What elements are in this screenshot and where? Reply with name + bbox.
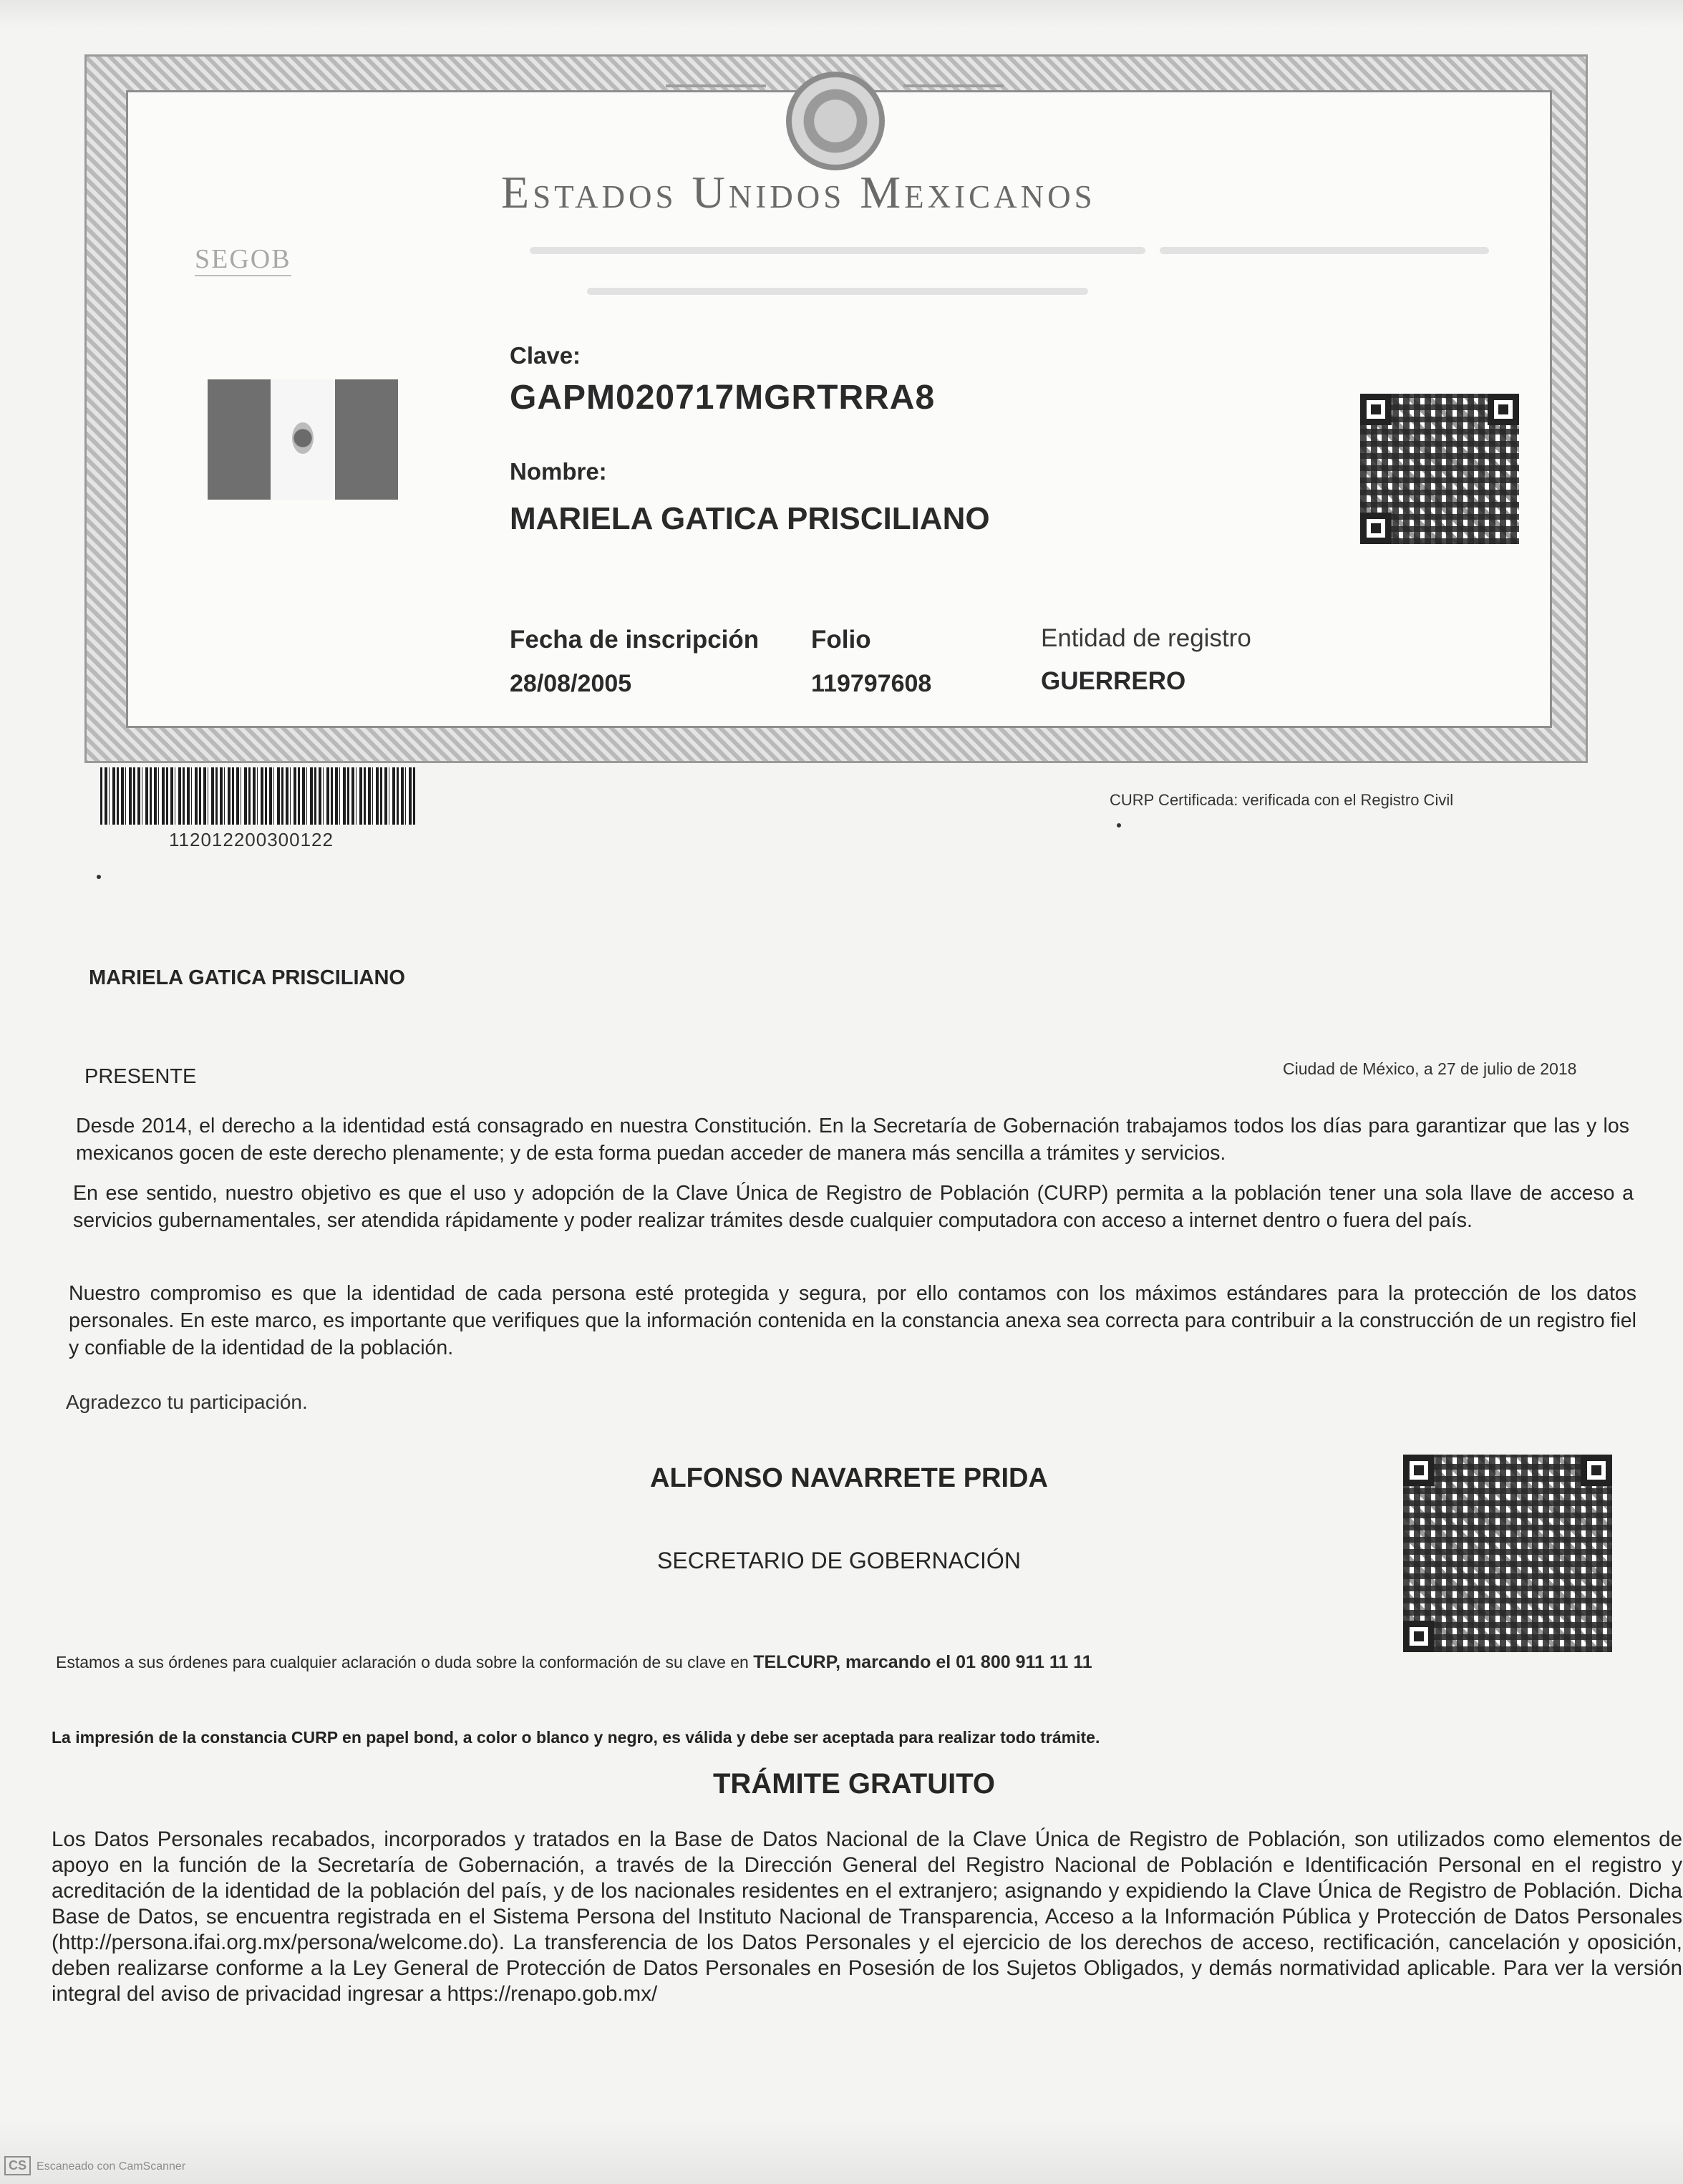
clave-label: Clave: (510, 342, 581, 369)
segob-logo: SEGOB (195, 243, 291, 276)
camscanner-label: Escaneado con CamScanner (37, 2160, 186, 2173)
faded-subtitle-line (530, 247, 1145, 254)
letter-paragraph: Nuestro compromiso es que la identidad de cada persona esté protegida y segura, por ello contamos con los máximos estándares para la protección de los datos personales. En este marco, es importante que verifiques que la información contenida en la constancia anexa sea correcta para contribuir a la construcción de un registro fiel y confiable de la identidad de la población. (69, 1282, 1636, 1359)
faded-subtitle-line (587, 288, 1088, 295)
fecha-value: 28/08/2005 (510, 670, 632, 697)
privacy-notice: Los Datos Personales recabados, incorporados y tratados en la Base de Datos Nacional de la Clave Única de Registro de Población, son utilizados como elementos de apoyo en la función de la Secretaría de Gobernación, a través de la Dirección General del Registro Nacional de Población e Identificación Personal en el registro y acreditación de la identidad de la población del país, y de los nacionales residentes en el extranjero; asignando y expidiendo la Clave Única de Registro de Población. Dicha Base de Datos, se encuentra registrada en el Sistema Persona del Instituto Nacional de Transparencia, Acceso a la Información Pública y Protección de Datos Personales (http://persona.ifai.org.mx/persona/welcome.do). La transferencia de los Datos Personales y el ejercicio de los derechos de acceso, rectificación, cancelación y oposición, deben realizarse conforme a la Ley General de Protección de Datos Personales en Posesión de los Sujetos Obligados, y demás normatividad aplicable. Para ver la versión integral del aviso de privacidad ingresar a https://renapo.gob.mx/ (52, 1828, 1682, 2006)
contact-line (56, 1652, 1092, 1673)
validity-notice: La impresión de la constancia CURP en papel bond, a color o blanco y negro, es válida y debe ser aceptada para realizar todo trámite. (52, 1728, 1100, 1747)
contact-text: Estamos a sus órdenes para cualquier aclaración o duda sobre la conformación de su clave en (56, 1653, 749, 1671)
folio-value: 119797608 (811, 670, 932, 697)
barcode (100, 767, 415, 825)
seal-wing-right (903, 84, 1004, 102)
folio-label: Folio (811, 626, 871, 654)
certificate-qr-code (1360, 394, 1519, 544)
national-seal-icon (786, 72, 885, 170)
faded-subtitle-line (1160, 247, 1489, 254)
page-top-edge (0, 0, 1683, 29)
camscanner-logo-icon: CS (4, 2156, 31, 2175)
telcurp-phone: TELCURP, marcando el 01 800 911 11 11 (753, 1652, 1092, 1672)
clave-value: GAPM020717MGRTRRA8 (510, 379, 936, 417)
presente-label: PRESENTE (84, 1065, 197, 1088)
recipient-name: MARIELA GATICA PRISCILIANO (89, 966, 405, 989)
letter-paragraph: Desde 2014, el derecho a la identidad está consagrado en nuestra Constitución. En la Secretaría de Gobernación trabajamos todos los días para garantizar que las y los mexicanos gocen de este derecho plenamente; y de esta forma puedan acceder de manera más sencilla a trámites y servicios. (76, 1115, 1629, 1165)
signer-name: ALFONSO NAVARRETE PRIDA (650, 1463, 1048, 1493)
thanks-line: Agradezco tu participación. (66, 1391, 308, 1413)
mexican-flag-icon (208, 379, 398, 500)
entidad-label: Entidad de registro (1041, 624, 1251, 652)
place-date: Ciudad de México, a 27 de julio de 2018 (1283, 1059, 1577, 1078)
letter-paragraph: En ese sentido, nuestro objetivo es que el uso y adopción de la Clave Única de Registro de Población (CURP) permita a la población tener una sola llave de acceso a servicios gubernamentales, ser atendida rápidamente y poder realizar trámites desde cualquier computadora con acceso a internet dentro o fuera del país. (73, 1182, 1634, 1232)
country-title: Estados Unidos Mexicanos (501, 167, 1096, 218)
nombre-label: Nombre: (510, 458, 607, 485)
page-bottom-edge (0, 2119, 1683, 2184)
free-procedure-title: TRÁMITE GRATUITO (713, 1768, 996, 1800)
signature-qr-code (1403, 1455, 1612, 1652)
entidad-value: GUERRERO (1041, 667, 1186, 695)
seal-wing-left (666, 84, 766, 102)
speck (1117, 823, 1121, 828)
fecha-label: Fecha de inscripción (510, 626, 760, 654)
speck (97, 875, 101, 879)
signer-title: SECRETARIO DE GOBERNACIÓN (657, 1548, 1021, 1573)
barcode-number: 112012200300122 (169, 829, 334, 850)
certified-note: CURP Certificada: verificada con el Registro Civil (1110, 791, 1454, 809)
camscanner-watermark (4, 2156, 185, 2175)
nombre-value: MARIELA GATICA PRISCILIANO (510, 501, 990, 536)
